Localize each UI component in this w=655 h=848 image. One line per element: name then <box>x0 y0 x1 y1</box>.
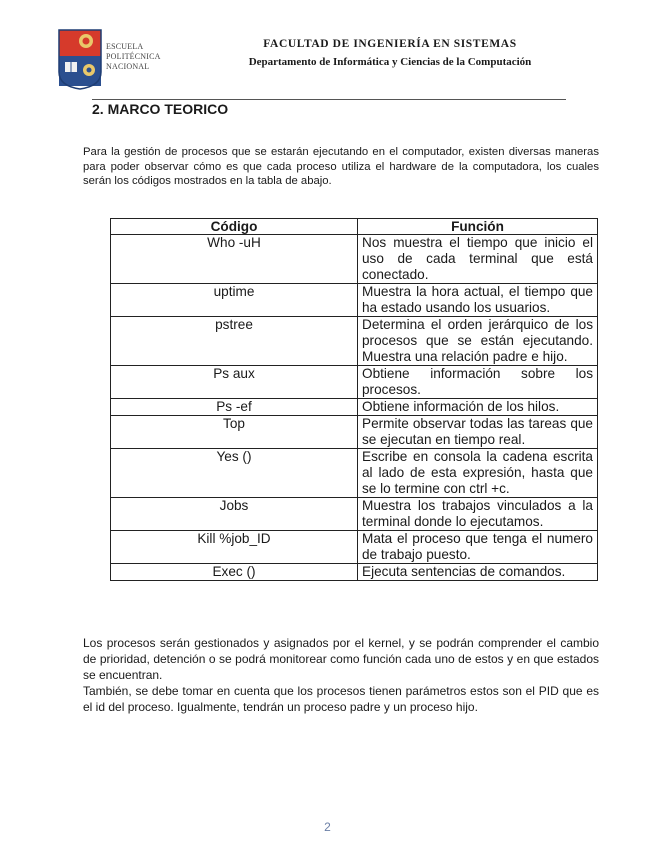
table-row <box>111 399 598 416</box>
code-cell: Top <box>111 416 358 449</box>
code-cell: Exec () <box>111 564 358 581</box>
code-cell: Ps aux <box>111 366 358 399</box>
header-divider <box>92 99 566 100</box>
code-cell: Kill %job_ID <box>111 531 358 564</box>
table-row <box>111 366 598 399</box>
table-row <box>111 284 598 317</box>
table-row <box>111 416 598 449</box>
section-title: 2. MARCO TEORICO <box>92 101 229 117</box>
faculty-title: FACULTAD DE INGENIERÍA EN SISTEMAS <box>263 38 517 50</box>
function-cell: Determina el orden jerárquico de los procesos que se están ejecutando. Muestra una relación padre e hijo. <box>358 317 598 366</box>
code-cell: pstree <box>111 317 358 366</box>
function-cell: Muestra la hora actual, el tiempo que ha estado usando los usuarios. <box>358 284 598 317</box>
column-header-function: Función <box>358 219 598 235</box>
function-cell: Obtiene información de los hilos. <box>358 399 598 416</box>
table-row <box>111 235 598 284</box>
logo-text <box>106 42 161 72</box>
function-cell: Obtiene información sobre los procesos. <box>358 366 598 399</box>
table-header-row <box>111 219 598 235</box>
closing-text <box>83 635 599 715</box>
function-cell: Ejecuta sentencias de comandos. <box>358 564 598 581</box>
function-cell: Mata el proceso que tenga el numero de trabajo puesto. <box>358 531 598 564</box>
closing-paragraph: También, se debe tomar en cuenta que los procesos tienen parámetros estos son el PID que es el id del proceso. Igualmente, tendrán un proceso padre y un proceso hijo. <box>83 684 599 714</box>
function-cell: Escribe en consola la cadena escrita al lado de esta expresión, hasta que se lo termine con ctrl +c. <box>358 449 598 498</box>
code-cell: Ps -ef <box>111 399 358 416</box>
logo-line: ESCUELA <box>106 42 144 51</box>
table-row <box>111 498 598 531</box>
function-cell: Permite observar todas las tareas que se ejecutan en tiempo real. <box>358 416 598 449</box>
intro-paragraph: Para la gestión de procesos que se estarán ejecutando en el computador, existen diversas maneras para poder observar cómo es que cada proceso utiliza el hardware de la computadora, los cuales serán los códigos mostrados en la tabla de abajo. <box>83 146 599 187</box>
function-cell: Nos muestra el tiempo que inicio el uso de cada terminal que está conectado. <box>358 235 598 284</box>
function-cell: Muestra los trabajos vinculados a la terminal donde lo ejecutamos. <box>358 498 598 531</box>
table-row <box>111 531 598 564</box>
code-cell: Yes () <box>111 449 358 498</box>
code-cell: Who -uH <box>111 235 358 284</box>
logo-line: NACIONAL <box>106 62 150 71</box>
closing-paragraph: Los procesos serán gestionados y asignados por el kernel, y se podrán comprender el cambio de prioridad, detención o se podrá monitorear como función cada uno de estos y en que estados se encuentran. <box>83 636 599 682</box>
table-row <box>111 449 598 498</box>
code-cell: uptime <box>111 284 358 317</box>
logo-line: POLITÉCNICA <box>106 52 161 61</box>
table-row <box>111 317 598 366</box>
table-row <box>111 564 598 581</box>
column-header-code: Código <box>111 219 358 235</box>
department-subtitle: Departamento de Informática y Ciencias de la Computación <box>248 56 532 68</box>
code-cell: Jobs <box>111 498 358 531</box>
commands-table <box>110 218 598 581</box>
page-number: 2 <box>324 820 331 834</box>
